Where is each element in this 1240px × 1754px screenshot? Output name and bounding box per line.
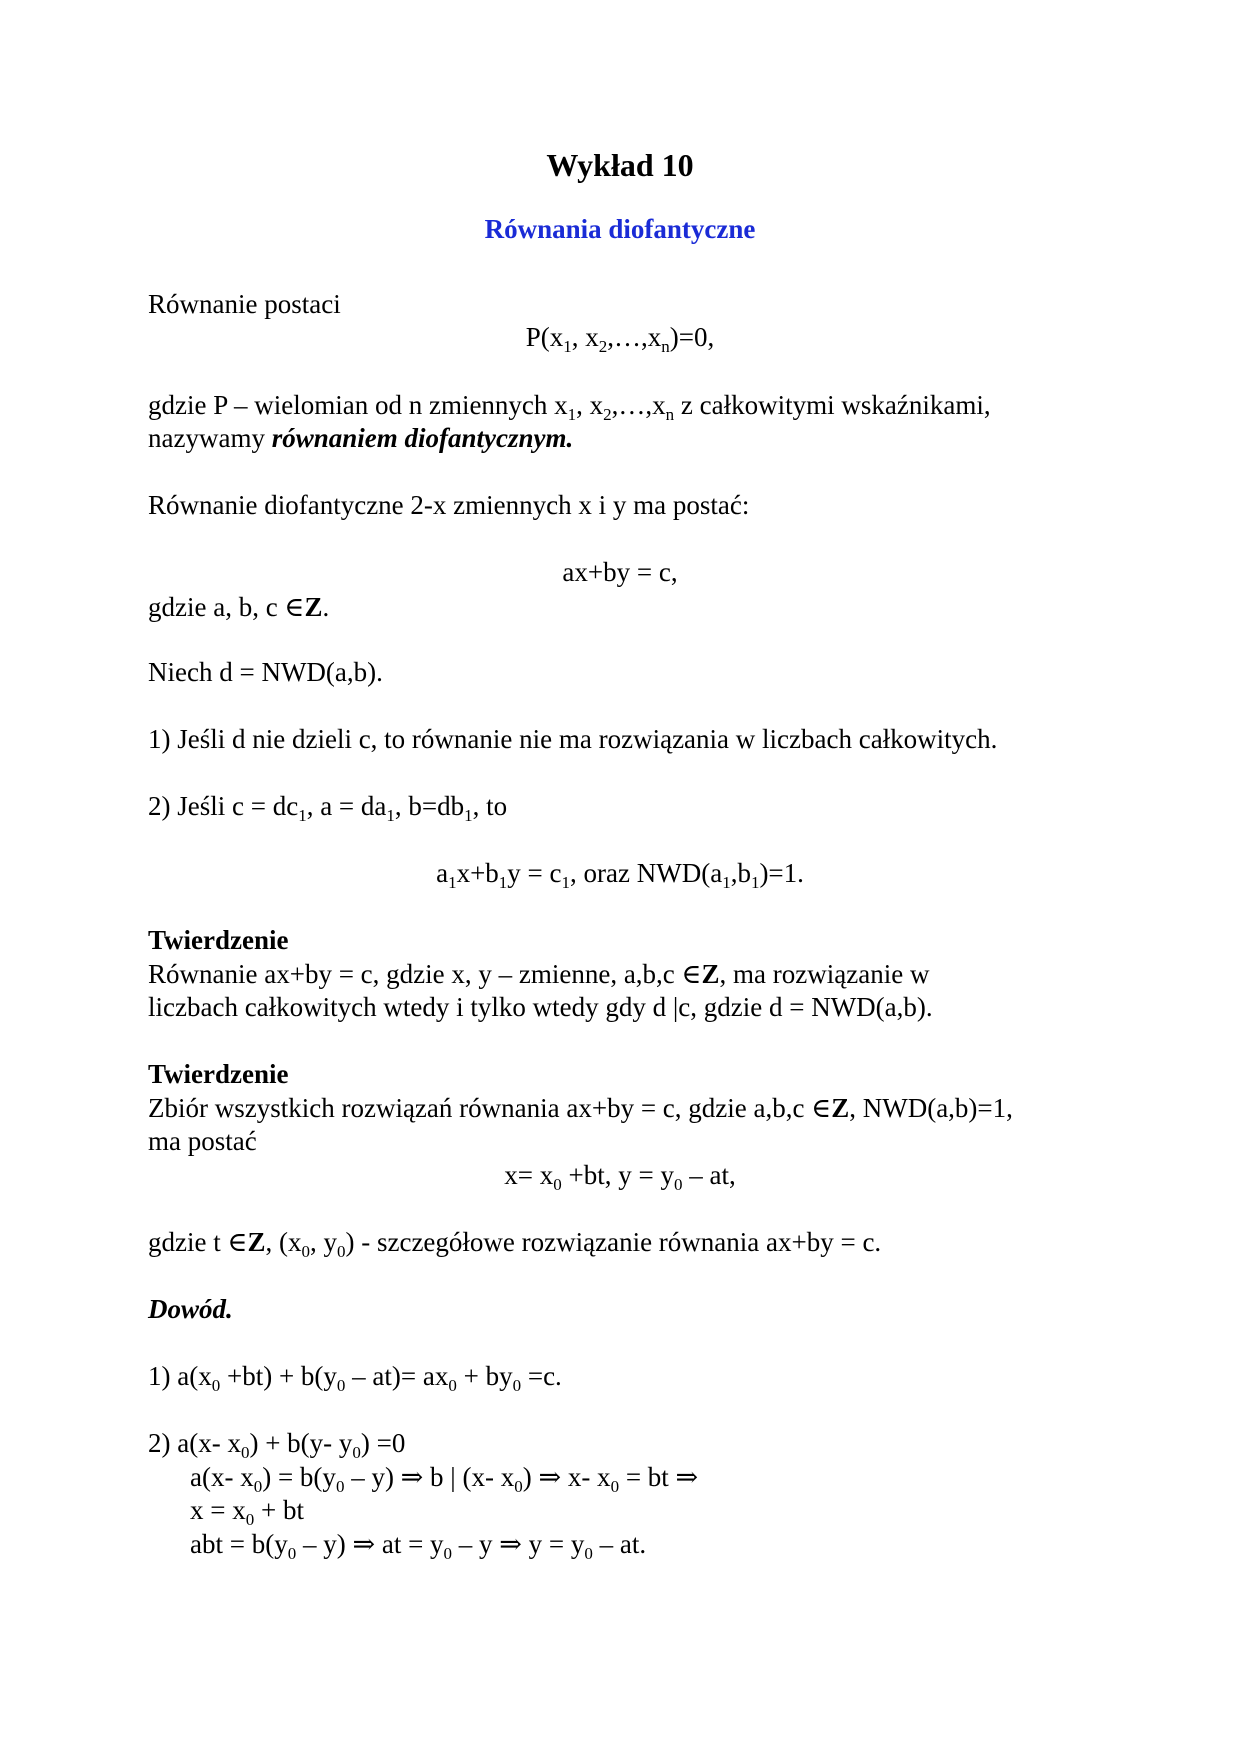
text-run: 2) a(x- x: [148, 1428, 241, 1458]
subscript: 2: [598, 337, 608, 356]
subscript: 0: [512, 1376, 522, 1395]
integer-set-symbol: Z: [304, 592, 323, 622]
subscript: 1: [498, 873, 508, 892]
text-run: + bt: [254, 1495, 304, 1525]
text-run: ) = b(y: [262, 1462, 336, 1492]
text-run: gdzie P – wielomian od n zmiennych x: [148, 390, 568, 420]
subscript: 0: [336, 1242, 346, 1261]
subscript: 0: [443, 1544, 453, 1563]
section-title: Równania diofantyczne: [484, 214, 756, 244]
reduced-formula: [0, 856, 1240, 890]
text-run: )=0,: [669, 322, 715, 352]
subscript: 0: [610, 1477, 620, 1496]
proof-label: Dowód.: [148, 1294, 233, 1324]
subscript: 1: [464, 806, 473, 825]
theorem-1-prefix: Równanie ax+by = c, gdzie x, y – zmienne, a,b,c ∈: [148, 959, 702, 989]
where-suffix: .: [322, 592, 330, 622]
subscript: 1: [298, 806, 307, 825]
intro-line: Równanie postaci: [148, 289, 341, 319]
theorem-2-suffix: , NWD(a,b)=1,: [849, 1093, 1013, 1123]
proof-step-2-line-3: [190, 1493, 304, 1527]
subscript: 0: [553, 1175, 562, 1194]
text-run: gdzie t ∈: [148, 1227, 248, 1257]
text-run: – at,: [682, 1160, 736, 1190]
text-run: )=1.: [759, 858, 804, 888]
subscript: 0: [335, 1477, 345, 1496]
proof-step-2-line-1: [148, 1426, 405, 1460]
two-var-line: Równanie diofantyczne 2-x zmiennych x i y ma postać:: [148, 490, 750, 520]
subscript: 0: [287, 1544, 297, 1563]
subscript: n: [665, 405, 675, 424]
subscript: n: [661, 337, 670, 356]
subscript: 2: [603, 405, 612, 424]
text-run: , to: [472, 791, 508, 821]
integer-set-symbol: Z: [831, 1093, 850, 1123]
lecture-title: Wykład 10: [546, 147, 694, 183]
text-run: , oraz NWD(a: [570, 858, 723, 888]
subscript: 0: [240, 1443, 250, 1462]
text-run: a: [436, 858, 449, 888]
text-run: – y) ⇒ b | (x- x: [344, 1462, 515, 1492]
subscript: 1: [563, 337, 572, 356]
text-run: , (x: [265, 1227, 302, 1257]
linear-formula: ax+by = c,: [562, 557, 678, 587]
integer-set-symbol: Z: [247, 1227, 266, 1257]
subscript: 1: [722, 873, 731, 892]
subscript: 0: [448, 1376, 457, 1395]
proof-step-2-line-4: [190, 1527, 646, 1561]
where-prefix: gdzie a, b, c ∈: [148, 592, 305, 622]
text-run: =c.: [521, 1361, 562, 1391]
two-var-where: [148, 590, 329, 624]
text-run: x+b: [456, 858, 499, 888]
theorem-2-where: [148, 1225, 881, 1259]
definition-prefix: nazywamy: [148, 423, 272, 453]
theorem-1-suffix: , ma rozwiązanie w: [719, 959, 930, 989]
theorem-1-line-2: liczbach całkowitych wtedy i tylko wtedy gdy d |c, gdzie d = NWD(a,b).: [148, 992, 933, 1022]
definition-line-2: [148, 421, 573, 455]
definition-line-1: [148, 388, 991, 422]
text-run: 1) a(x: [148, 1361, 212, 1391]
subscript: 0: [336, 1376, 346, 1395]
text-run: abt = b(y: [190, 1529, 288, 1559]
text-run: a(x- x: [190, 1462, 254, 1492]
subscript: 0: [245, 1510, 255, 1529]
text-run: P(x: [525, 322, 564, 352]
theorem-2-prefix: Zbiór wszystkich rozwiązań równania ax+by = c, gdzie a,b,c ∈: [148, 1093, 832, 1123]
theorem-1-line-1: [148, 957, 929, 991]
subscript: 1: [561, 873, 571, 892]
text-run: ) ⇒ x- x: [522, 1462, 611, 1492]
subscript: 0: [673, 1175, 683, 1194]
case-2: [148, 789, 507, 823]
text-run: ,b: [730, 858, 751, 888]
text-run: – at)= ax: [345, 1361, 449, 1391]
theorem-2-line-1: [148, 1091, 1013, 1125]
theorem-1-label: Twierdzenie: [148, 925, 289, 955]
theorem-1-heading: [148, 923, 288, 957]
defined-term: równaniem diofantycznym.: [271, 423, 574, 453]
text-run: x= x: [504, 1160, 554, 1190]
gcd-definition: Niech d = NWD(a,b).: [148, 657, 383, 687]
text-run: + by: [456, 1361, 513, 1391]
text-run: +bt, y = y: [561, 1160, 674, 1190]
theorem-2-label: Twierdzenie: [148, 1059, 289, 1089]
subscript: 0: [352, 1443, 361, 1462]
text-run: y = c: [507, 858, 562, 888]
text-run: = bt ⇒: [619, 1462, 699, 1492]
text-run: – y ⇒ y = y: [452, 1529, 585, 1559]
text-run: , y: [309, 1227, 337, 1257]
text-run: z całkowitymi wskaźnikami,: [674, 390, 991, 420]
text-run: ) + b(y- y: [249, 1428, 353, 1458]
subscript: 0: [211, 1376, 221, 1395]
proof-heading: [148, 1292, 233, 1326]
proof-step-2-line-2: [190, 1460, 698, 1494]
theorem-2-line-2: ma postać: [148, 1126, 257, 1156]
subscript: 0: [253, 1477, 263, 1496]
text-run: , a = da: [306, 791, 387, 821]
subscript: 1: [448, 873, 457, 892]
subscript: 1: [750, 873, 760, 892]
text-run: ,…,x: [607, 322, 662, 352]
text-run: +bt) + b(y: [220, 1361, 337, 1391]
text-run: , b=db: [394, 791, 465, 821]
subscript: 0: [584, 1544, 593, 1563]
text-run: ) =0: [360, 1428, 406, 1458]
text-run: ,…,x: [611, 390, 666, 420]
text-run: 2) Jeśli c = dc: [148, 791, 299, 821]
subscript: 1: [567, 405, 577, 424]
text-run: x = x: [190, 1495, 246, 1525]
subscript: 1: [386, 806, 395, 825]
subscript: 0: [301, 1242, 310, 1261]
text-run: , x: [571, 322, 599, 352]
polynomial-formula: [0, 320, 1240, 354]
text-run: ) - szczegółowe rozwiązanie równania ax+by = c.: [345, 1227, 882, 1257]
subscript: 0: [514, 1477, 523, 1496]
text-run: – y) ⇒ at = y: [296, 1529, 444, 1559]
general-solution-formula: [0, 1158, 1240, 1192]
integer-set-symbol: Z: [701, 959, 720, 989]
proof-step-1: [148, 1359, 562, 1393]
text-run: – at.: [592, 1529, 647, 1559]
text-run: , x: [576, 390, 604, 420]
case-1: 1) Jeśli d nie dzieli c, to równanie nie ma rozwiązania w liczbach całkowitych.: [148, 724, 998, 754]
theorem-2-heading: [148, 1057, 288, 1091]
